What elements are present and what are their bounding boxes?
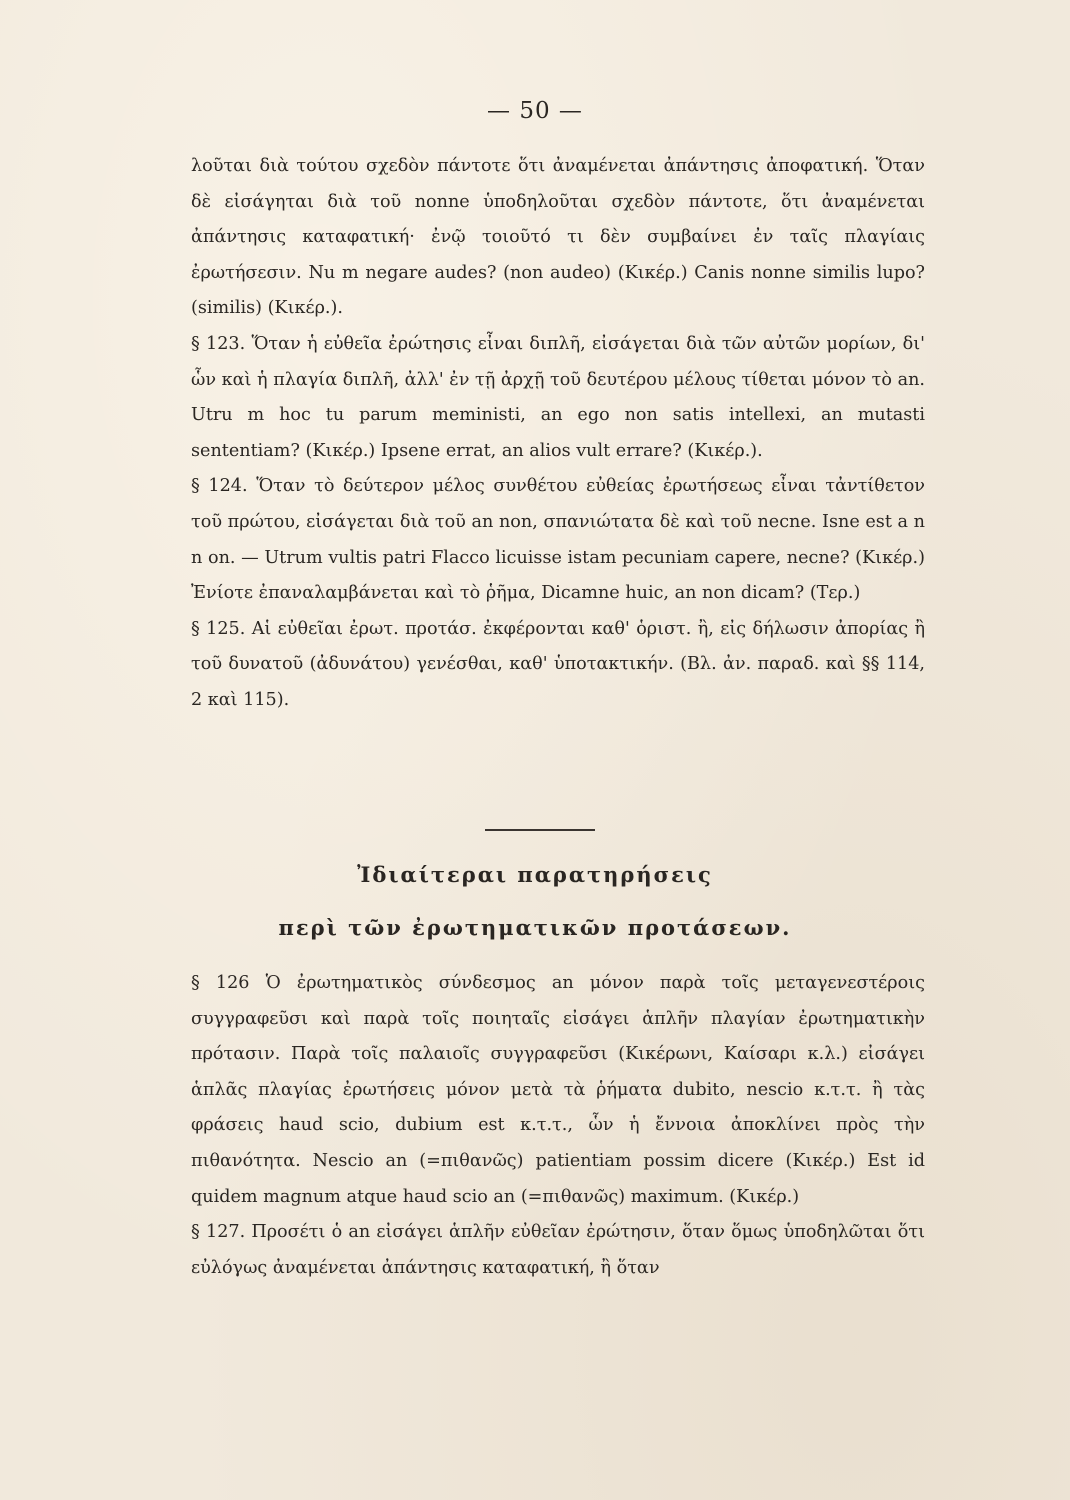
paragraph-123: § 123. Ὅταν ἡ εὐθεῖα ἐρώτησις εἶναι διπλῆ, εἰσάγεται διὰ τῶν αὐτῶν μορίων, δι' ὧν καὶ ἡ πλαγία διπλῆ, ἀλλ' ἐν τῇ ἀρχῇ τοῦ δευτέρου μέλους τίθεται μόνον τὸ an. Utru m hoc tu parum meministi, an ego non satis intellexi, an mutasti sententiam? (Κικέρ.) Ipsene errat, an alios vult errare? (Κικέρ.). — [191, 333, 925, 461]
section-heading-line-1: Ἰδιαίτεραι παρατηρήσεις — [357, 862, 713, 887]
paragraph-continuation: λοῦται διὰ τούτου σχεδὸν πάντοτε ὅτι ἀναμένεται ἀπάντησις ἀποφατική. Ὅταν δὲ εἰσάγηται διὰ τοῦ nonne ὑποδηλοῦται σχεδὸν πάντοτε, ὅτι ἀναμένεται ἀπάντησις καταφατική· ἐνῷ τοιοῦτό τι δὲν συμβαίνει ἐν ταῖς πλαγίαις ἐρωτήσεσιν. Nu m negare audes? (non audeo) (Κικέρ.) Canis nonne similis lupo? (similis) (Κικέρ.). — [191, 156, 925, 319]
paragraph-127: § 127. Προσέτι ὁ an εἰσάγει ἁπλῆν εὐθεῖαν ἐρώτησιν, ὅταν ὅμως ὑποδηλῶται ὅτι εὐλόγως ἀναμένεται ἀπάντησις καταφατική, ἢ ὅταν — [191, 1222, 925, 1278]
paragraph-126: § 126 Ὁ ἐρωτηματικὸς σύνδεσμος an μόνον παρὰ τοῖς μεταγενεστέροις συγγραφεῦσι καὶ παρὰ τοῖς ποιηταῖς εἰσάγει ἁπλῆν πλαγίαν ἐρωτηματικὴν πρότασιν. Παρὰ τοῖς παλαιοῖς συγγραφεῦσι (Κικέρωνι, Καίσαρι κ.λ.) εἰσάγει ἁπλᾶς πλαγίας ἐρωτήσεις μόνον μετὰ τὰ ῥήματα dubito, nescio κ.τ.τ. ἢ τὰς φράσεις haud scio, dubium est κ.τ.τ., ὧν ἡ ἔννοια ἀποκλίνει πρὸς τὴν πιθανότητα. Nescio an (=πιθανῶς) patientiam possim dicere (Κικέρ.) Est id quidem magnum atque haud scio an (=πιθανῶς) maximum. (Κικέρ.) — [191, 973, 925, 1207]
paragraph-125: § 125. Αἱ εὐθεῖαι ἐρωτ. προτάσ. ἐκφέρονται καθ' ὁριστ. ἢ, εἰς δήλωσιν ἀπορίας ἢ τοῦ δυνατοῦ (ἀδυνάτου) γενέσθαι, καθ' ὑποτακτικήν. (Βλ. ἀν. παραδ. καὶ §§ 114, 2 καὶ 115). — [191, 618, 925, 710]
bottom-text-block — [191, 966, 925, 1286]
section-divider — [485, 829, 595, 831]
page-number: — 50 — — [487, 98, 583, 124]
section-heading-line-2: περὶ τῶν ἐρωτηματικῶν προτάσεων. — [278, 915, 792, 940]
top-text-block — [191, 149, 925, 719]
paragraph-124: § 124. Ὅταν τὸ δεύτερον μέλος συνθέτου εὐθείας ἐρωτήσεως εἶναι τἀντίθετον τοῦ πρώτου, εἰσάγεται διὰ τοῦ an non, σπανιώτατα δὲ καὶ τοῦ necne. Isne est a n n on. — Utrum vultis patri Flacco licuisse istam pecuniam capere, necne? (Κικέρ.) Ἐνίοτε ἐπαναλαμβάνεται καὶ τὸ ῥῆμα, Dicamne huic, an non dicam? (Τερ.) — [191, 476, 925, 604]
